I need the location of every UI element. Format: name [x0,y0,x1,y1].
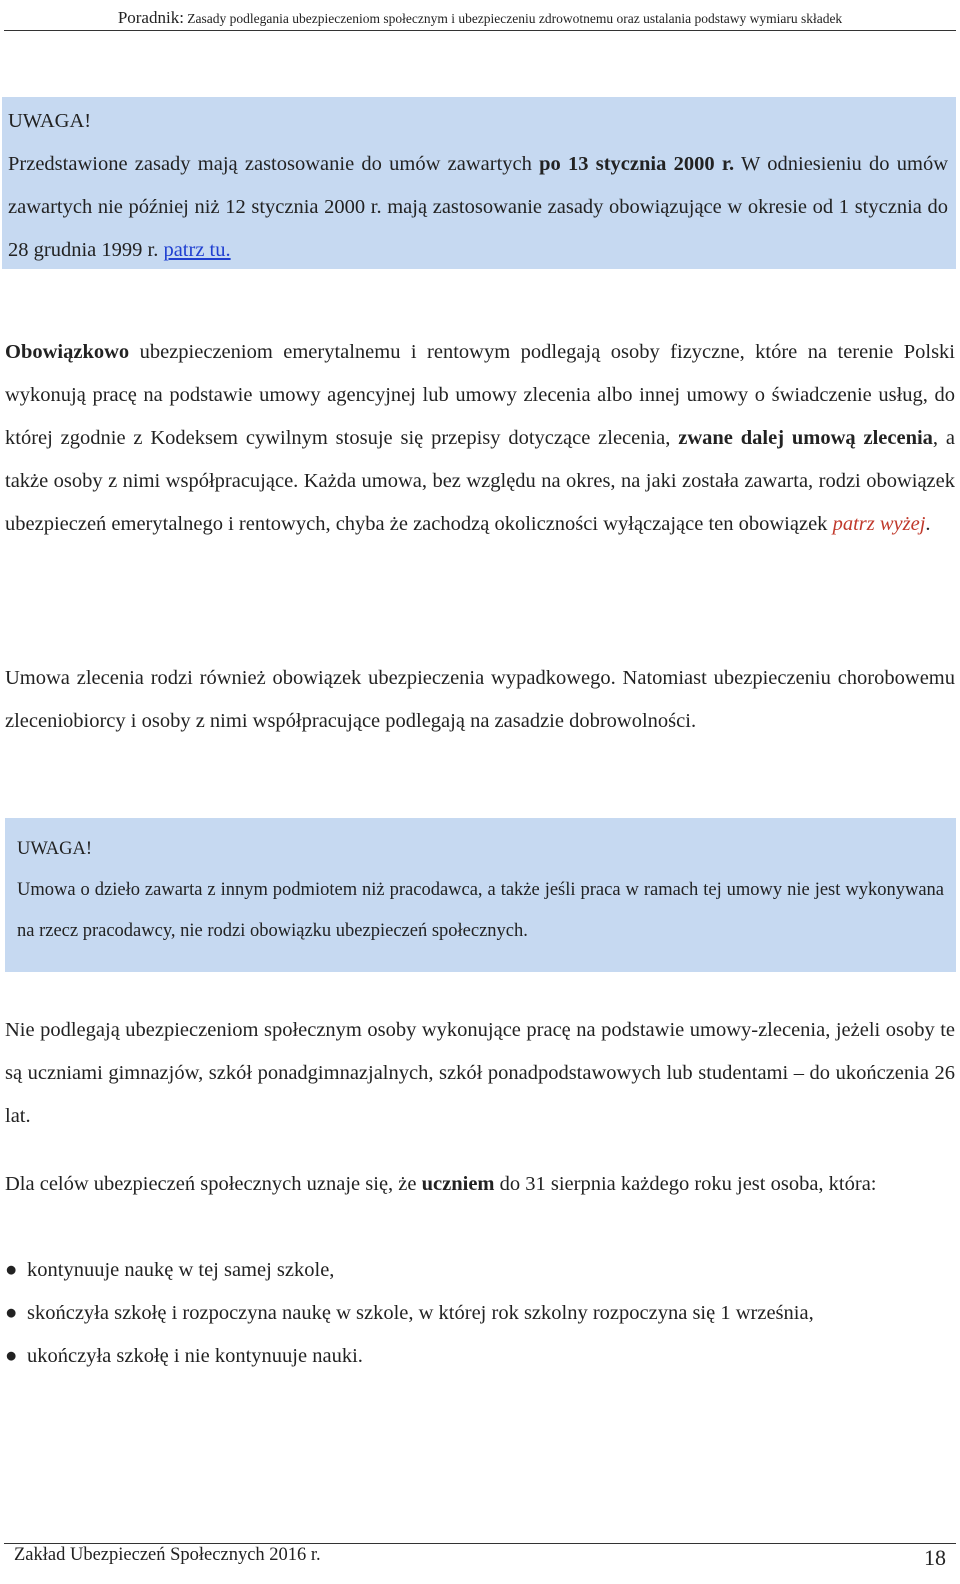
notice-box-work-contract [5,818,956,972]
list-item [5,1292,955,1335]
para4-text: Dla celów ubezpieczeń społecznych uznaje się, że [5,1173,422,1195]
header-divider [4,30,956,31]
paragraph-student-definition [5,1163,955,1206]
paragraph-accident-insurance: Umowa zlecenia rodzi również obowiązek ubezpieczenia wypadkowego. Natomiast ubezpieczeniu chorobowemu zleceniobiorcy i osoby z nimi współpracujące podlegają na zasadzie dobrowolności. [5,667,955,732]
notice-body: Umowa o dzieło zawarta z innym podmiotem niż pracodawca, a także jeśli praca w ramach tej umowy nie jest wykonywana na rzecz pracodawcy, nie rodzi obowiązku ubezpieczeń społecznych. [17,880,944,941]
list-item-text: ukończyła szkołę i nie kontynuuje nauki. [27,1345,363,1367]
notice-box-dates [2,97,956,269]
page-number: 18 [924,1545,946,1570]
footer-text: Zakład Ubezpieczeń Społecznych 2016 r. [14,1545,321,1565]
student-bold: uczniem [421,1173,495,1195]
bullet-icon: ● [5,1259,18,1281]
notice-text: Przedstawione zasady mają zastosowanie do umów zawartych [8,153,540,175]
para1-end: . [925,513,931,535]
list-item [5,1249,955,1292]
notice-body [8,143,948,272]
bullet-icon: ● [5,1345,18,1367]
page-header [0,6,960,29]
header-prefix: Poradnik: [117,8,184,27]
notice-date-bold: po 13 stycznia 2000 r. [539,153,735,175]
para1-text-continued: , a także osoby z nimi współpracujące. Każda umowa, bez względu na okres, na jaki została zawarta, rodzi obowiązek ubezpieczeń emerytalnego i rentowych, chyba że zachodzą okoliczności wyłączające ten obowiązek [5,427,955,535]
notice-heading: UWAGA! [8,110,92,132]
paragraph-mandatory-insurance [5,331,955,546]
notice-heading: UWAGA! [17,839,93,859]
contract-term-bold: zwane dalej umową zlecenia [678,427,933,449]
footer-divider [4,1543,956,1544]
para4-text-continued: do 31 sierpnia każdego roku jest osoba, która: [494,1173,877,1195]
list-item-text: skończyła szkołę i rozpoczyna naukę w szkole, w której rok szkolny rozpoczyna się 1 września, [27,1302,814,1324]
paragraph-exemption: Nie podlegają ubezpieczeniom społecznym osoby wykonujące pracę na podstawie umowy-zlecenia, jeżeli osoby te są uczniami gimnazjów, szkół ponadgimnazjalnych, szkół ponadpodstawowych lub studentami – do ukończenia 26 lat. [5,1019,955,1127]
list-item [5,1335,955,1378]
bullet-icon: ● [5,1302,18,1324]
see-above-link[interactable]: patrz wyżej [832,513,926,535]
notice-text-continued: W odniesieniu do umów zawartych nie później niż 12 stycznia 2000 r. mają zastosowanie zasady obowiązujące w okresie od 1 stycznia do 28 grudnia 1999 r. [8,153,949,261]
list-item-text: kontynuuje naukę w tej samej szkole, [27,1259,335,1281]
header-title: Zasady podlegania ubezpieczeniom społecznym i ubezpieczeniu zdrowotnemu oraz ustalania podstawy wymiaru składek [183,11,843,26]
see-here-link[interactable]: patrz tu. [163,239,231,261]
para1-text: ubezpieczeniom emerytalnemu i rentowym podlegają osoby fizyczne, które na terenie Polski wykonują pracę na podstawie umowy agencyjnej lub umowy zlecenia albo innej umowy o świadczenie usług, do której zgodnie z Kodeksem cywilnym stosuje się przepisy dotyczące zlecenia, [5,341,955,449]
mandatory-bold: Obowiązkowo [5,341,130,363]
student-conditions-list [5,1249,955,1378]
